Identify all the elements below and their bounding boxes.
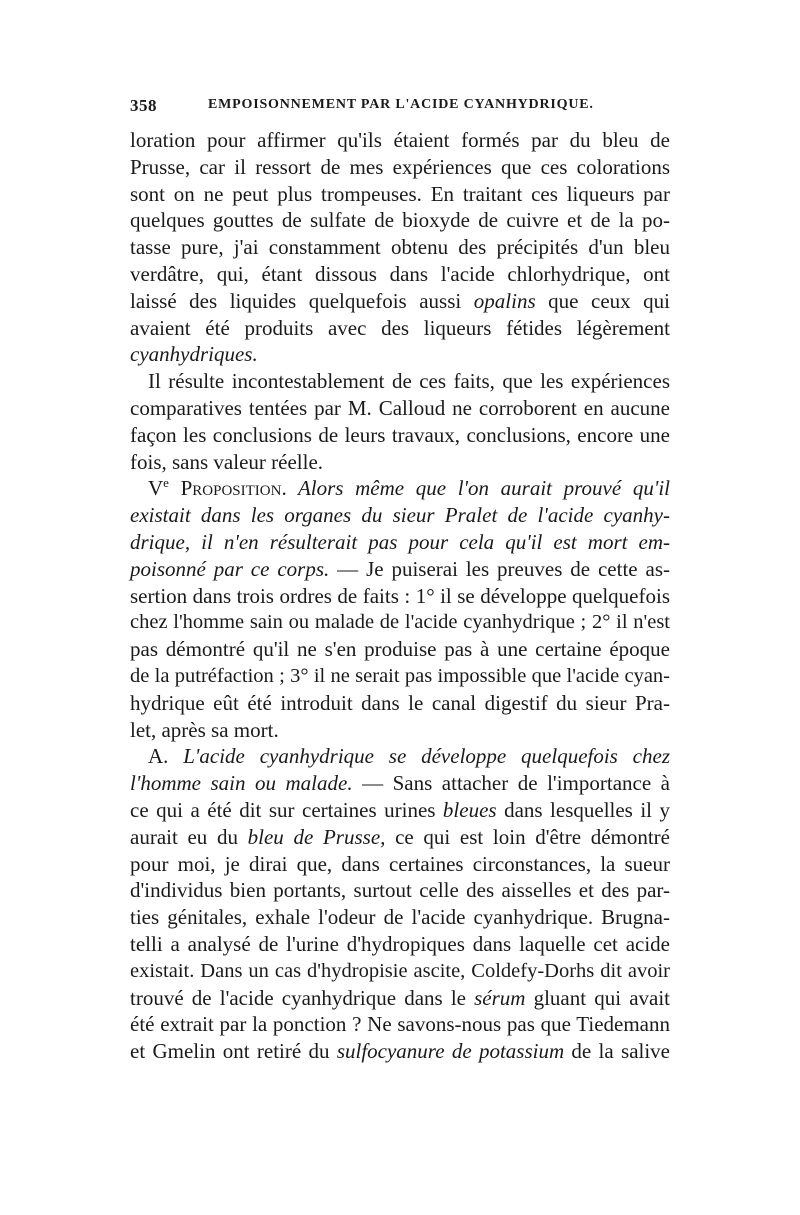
text-line: façon les conclusions de leurs travaux, conclusions, encore une (130, 422, 670, 447)
italic-run: sulfocyanure de potassium (336, 1039, 565, 1064)
text-run: ce qui est loin d'être démontré (385, 824, 670, 849)
text-line: d'individus bien portants, surtout celle des aisselles et des par- (130, 878, 670, 903)
text-line (130, 556, 670, 583)
text-line: loration pour affirmer qu'ils étaient formés par du bleu de (130, 128, 670, 152)
text-line: pas démontré qu'il ne s'en produise pas à une certaine époque (130, 637, 670, 662)
text-line: sertion dans trois ordres de faits : 1° il se développe quelquefois (130, 583, 670, 608)
text-run: dans lesquelles il y (496, 797, 670, 822)
text-line: été extrait par la ponction ? Ne savons-nous pas que Tiedemann (130, 1012, 670, 1037)
text-run: ce qui a été dit sur certaines urines (130, 797, 443, 822)
text-line: pour moi, je dirai que, dans certaines circonstances, la sueur (130, 851, 670, 876)
paragraph-start: Il résulte incontestablement de ces faits, que les expériences (148, 369, 670, 394)
text-line: avaient été produits avec des liqueurs fétides légèrement (130, 315, 670, 340)
body-text (130, 127, 670, 1065)
paragraph-start (130, 475, 670, 502)
text-line: ties génitales, exhale l'odeur de l'acide cyanhydrique. Brugna- (130, 905, 670, 930)
italic-run: bleues (442, 797, 497, 822)
text-run: — Je puiserai les preuves de cette as- (329, 556, 671, 581)
proposition-label: Proposition. (168, 476, 287, 501)
text-run: que ceux qui (535, 288, 671, 313)
italic-run: sérum (474, 985, 526, 1010)
text-line: fois, sans valeur réelle. (130, 449, 324, 474)
text-line: hydrique eût été introduit dans le canal digestif du sieur Pra- (130, 690, 670, 715)
text-line (130, 288, 670, 315)
italic-run: L'acide cyanhydrique se développe quelquefois chez (183, 744, 670, 769)
text-line (130, 1038, 670, 1065)
text-line: de la putréfaction ; 3° il ne serait pas impossible que l'acide cyan- (130, 664, 670, 687)
italic-run: Alors même que l'on aurait prouvé qu'il (286, 476, 670, 501)
text-line: quelques gouttes de sulfate de bioxyde de cuivre et de la po- (130, 208, 670, 233)
text-line: sont on ne peut plus trompeuses. En traitant ces liqueurs par (130, 181, 670, 206)
text-line (130, 985, 670, 1012)
running-head: EMPOISONNEMENT PAR L'ACIDE CYANHYDRIQUE. (208, 97, 594, 112)
text-line: cyanhydriques. (130, 342, 258, 367)
text-line: comparatives tentées par M. Calloud ne corroborent en aucune (130, 395, 670, 420)
text-line: chez l'homme sain ou malade de l'acide cyanhydrique ; 2° il n'est (130, 611, 670, 634)
text-line: tasse pure, j'ai constamment obtenu des précipités d'un bleu (130, 235, 670, 260)
text-run: de la salive (564, 1039, 670, 1064)
text-run: aurait eu du (130, 824, 248, 849)
italic-run: bleu de Prusse, (247, 824, 386, 849)
text-line: telli a analysé de l'urine d'hydropiques dans laquelle cet acide (130, 931, 670, 956)
text-run: laissé des liquides quelquefois aussi (130, 288, 474, 313)
text-line (130, 797, 670, 824)
page-number: 358 (130, 96, 157, 115)
text-line (130, 770, 670, 797)
text-line: drique, il n'en résulterait pas pour cela qu'il est mort em- (130, 529, 670, 554)
text-run: gluant qui avait (525, 985, 670, 1010)
text-line: let, après sa mort. (130, 717, 279, 742)
text-run: — Sans attacher de l'importance à (352, 771, 670, 796)
paragraph-start (130, 743, 670, 770)
text-line (130, 824, 670, 851)
page-header (130, 96, 670, 120)
italic-run: opalins (473, 288, 536, 313)
section-letter: A. (148, 744, 184, 769)
text-line: Prusse, car il ressort de mes expériences que ces colorations (130, 154, 670, 179)
italic-run: poisonné par ce corps. (130, 556, 330, 581)
text-line: existait dans les organes du sieur Pralet de l'acide cyanhy- (130, 503, 670, 528)
roman-numeral: V (148, 476, 164, 501)
text-line: verdâtre, qui, étant dissous dans l'acide chlorhydrique, ont (130, 261, 670, 286)
italic-run: l'homme sain ou malade. (130, 771, 353, 796)
superscript: e (163, 475, 169, 491)
text-run: trouvé de l'acide cyanhydrique dans le (130, 985, 475, 1010)
text-run: et Gmelin ont retiré du (130, 1039, 337, 1064)
text-line: existait. Dans un cas d'hydropisie ascite, Coldefy-Dorhs dit avoir (130, 959, 670, 982)
